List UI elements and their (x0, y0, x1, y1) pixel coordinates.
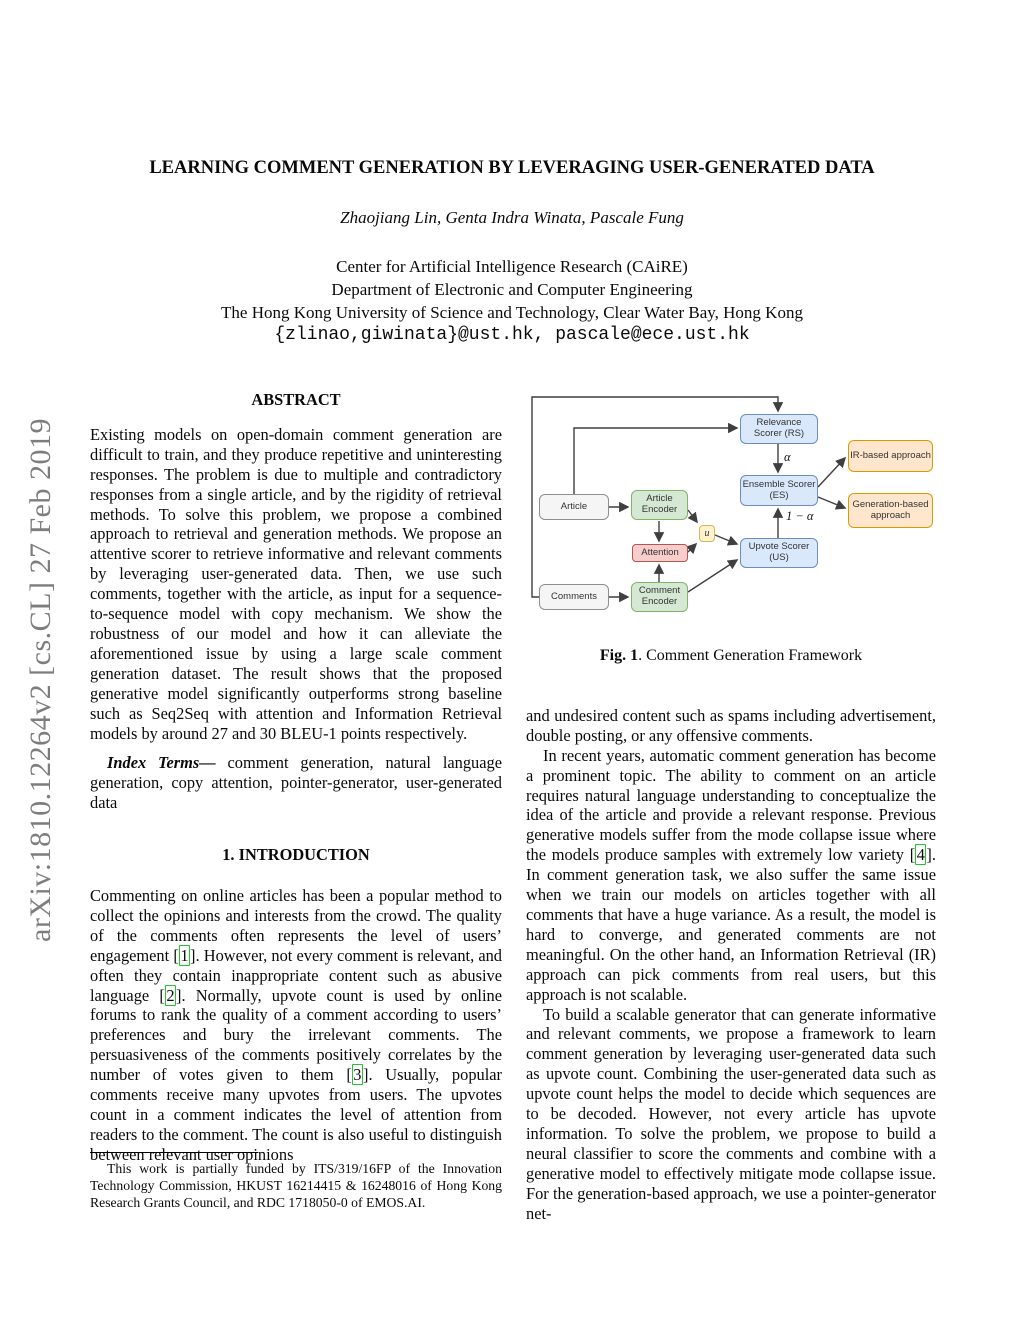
node-ensemble-scorer: Ensemble Scorer (ES) (740, 475, 818, 506)
citation-link[interactable]: 2 (166, 985, 175, 1005)
citation-link[interactable]: 4 (916, 845, 925, 865)
node-generation-approach: Generation-based approach (848, 493, 933, 528)
node-article: Article (539, 494, 609, 520)
body-paragraph: and undesired content such as spams including advertisement, double posting, or any offensive comments. (526, 705, 936, 745)
footnote-rule (90, 1152, 258, 1153)
citation-link[interactable]: 1 (180, 945, 189, 965)
affiliation-line: Center for Artificial Intelligence Research (CAiRE) (336, 257, 688, 276)
right-column (526, 394, 936, 1223)
index-terms (90, 753, 502, 813)
footnote-block (90, 1152, 502, 1211)
paper-authors: Zhaojiang Lin, Genta Indra Winata, Pascale Fung (340, 208, 684, 227)
abstract-text: Existing models on open-domain comment generation are difficult to train, and they produce repetitive and uninteresting responses. The problem is due to multiple and contradictory responses from a single article, and by the rigidity of retrieval methods. To solve this problem, we propose a combined approach to retrieval and generation methods. We propose an attentive scorer to retrieve informative and relevant comments by leveraging user-generated data. Then, we use such comments, together with the article, as input for a sequence-to-sequence model with copy mechanism. We show the robustness of our model and how it can alleviate the aforementioned issue by using a large scale comment generation dataset. The result shows that the proposed generative model significantly outperforms strong baseline such as Seq2Seq with attention and Information Retrieval models by around 27 and 30 BLEU-1 points respectively. (90, 424, 502, 743)
comment-generation-framework-diagram (526, 394, 936, 634)
node-attention: Attention (632, 544, 688, 562)
edge-label-alpha: α (784, 450, 791, 464)
affiliation-line: The Hong Kong University of Science and Technology, Clear Water Bay, Hong Kong (221, 303, 803, 323)
introduction-heading: 1. INTRODUCTION (222, 845, 370, 865)
affiliation-line: Department of Electronic and Computer Engineering (331, 280, 693, 300)
paper-affiliations (62, 255, 962, 325)
node-comment-encoder: Comment Encoder (631, 582, 688, 612)
left-column (90, 390, 502, 1165)
index-terms-label: Index Terms— (107, 753, 216, 773)
node-relevance-scorer: Relevance Scorer (RS) (740, 414, 818, 444)
figure-1 (526, 394, 936, 666)
abstract-heading: ABSTRACT (251, 390, 341, 409)
figure-caption (526, 646, 936, 666)
index-terms-list: comment generation, natural language generation, copy attention, pointer-generator, user-generated data (90, 753, 502, 813)
edge-label-one-minus-alpha: 1 − α (786, 509, 814, 523)
node-upvote-scorer: Upvote Scorer (US) (740, 538, 818, 568)
node-comments: Comments (539, 584, 609, 610)
node-u-vector: u (699, 525, 715, 542)
citation-link[interactable]: 3 (353, 1065, 362, 1085)
body-paragraph: To build a scalable generator that can generate informative and relevant comments, we propose a framework to learn comment generation by leveraging user-generated data such as upvote count. Combining the user-generated data such as upvote count helps the model to decide which sequences are to be decoded. However, not every article has upvote information. To solve the problem, we propose to build a neural classifier to score the comments and combine with a generative model to effectively mitigate mode collapse issue. For the generation-based approach, we use a pointer-generator net- (526, 1004, 936, 1223)
arxiv-watermark: arXiv:1810.12264v2 [cs.CL] 27 Feb 2019 (24, 418, 57, 942)
body-paragraph: In recent years, automatic comment generation has become a prominent topic. The ability to comment on an article requires natural language understanding to conceptualize the idea of the article and provide a relevant response. Previous generative models suffer from the mode collapse issue where the models produce samples with extremely low variety [4]. In comment generation task, we also suffer the same issue when we train our models on articles together with all comments that have a huge variance. As a result, the model is hard to converge, and generated comments are not meaningful. On the other hand, an Information Retrieval (IR) approach can pick comments from real users, but this approach is not scalable. (526, 745, 936, 1004)
introduction-paragraph: Commenting on online articles has been a popular method to collect the opinions and interests from the crowd. The quality of the comments often represents the level of users’ engagement [1]. However, not every comment is relevant, and often they contain inappropriate content such as abusive language [2]. Normally, upvote count is used by online forums to rank the quality of a comment according to users’ preferences and bury the irrelevant comments. The persuasiveness of the comments positively correlates by the number of votes given to them [3]. Usually, popular comments receive many upvotes from users. The upvotes count in a comment indicates the level of attention from readers to the comment. The count is also useful to distinguish between relevant user opinions (90, 886, 502, 1164)
node-ir-approach: IR-based approach (848, 440, 933, 472)
author-emails: {zlinao,giwinata}@ust.hk, pascale@ece.ust.hk (274, 325, 750, 345)
figure-caption-label: Fig. 1 (599, 647, 639, 664)
footnote-text: This work is partially funded by ITS/319/16FP of the Innovation Technology Commission, HKUST 16214415 & 16248016 of Hong Kong Research Grants Council, and RDC 1718050-0 of EMOS.AI. (90, 1161, 502, 1210)
node-article-encoder: Article Encoder (631, 490, 688, 520)
figure-caption-text: . Comment Generation Framework (638, 647, 863, 664)
paper-title: LEARNING COMMENT GENERATION BY LEVERAGING USER-GENERATED DATA (149, 158, 875, 178)
